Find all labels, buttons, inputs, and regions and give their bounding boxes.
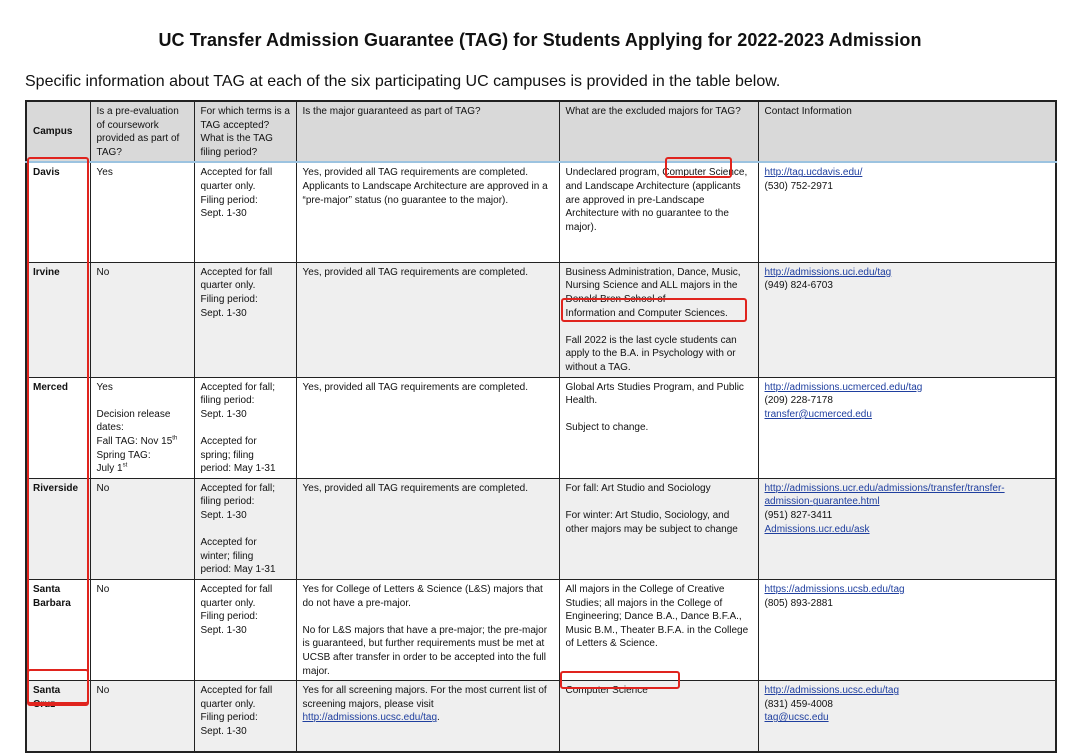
preeval-irvine: No: [90, 262, 194, 377]
preeval-santa-cruz: No: [90, 681, 194, 752]
contact-phone-santa-barbara: (805) 893-2881: [764, 597, 833, 609]
major-santa-barbara: Yes for College of Letters & Science (L&S) majors that do not have a pre-major. No for L&S majors that have a pre-major; the pre-major is guaranteed, but further requirements must be met at UCSB after transfer in order to be accepted into the full major.: [296, 579, 559, 680]
campus-santa-barbara: Santa Barbara: [26, 579, 90, 680]
intro-text: Specific information about TAG at each of the six participating UC campuses is provided in the table below.: [25, 73, 781, 90]
contact-link-santa-barbara[interactable]: https://admissions.ucsb.edu/tag: [764, 583, 905, 595]
contact-phone-davis: (530) 752-2971: [764, 180, 833, 192]
tag-table: [25, 100, 1057, 753]
major-riverside: Yes, provided all TAG requirements are completed.: [296, 478, 559, 579]
major-link-santa-cruz[interactable]: http://admissions.ucsc.edu/tag: [302, 712, 438, 724]
preeval-santa-barbara: No: [90, 579, 194, 680]
terms-davis: Accepted for fall quarter only. Filing period: Sept. 1-30: [194, 162, 296, 262]
major-santa-cruz: Yes for all screening majors. For the most current list of screening majors, please visit http://admissions.ucsc.edu/tag.: [296, 681, 559, 752]
campus-irvine: Irvine: [26, 262, 90, 377]
excluded-merced: Global Arts Studies Program, and Public Health. Subject to change.: [559, 377, 758, 478]
header-campus: Campus: [26, 101, 90, 162]
contact-link-davis[interactable]: http://tag.ucdavis.edu/: [764, 167, 863, 179]
table-row-davis: [26, 162, 1056, 262]
header-excluded: What are the excluded majors for TAG?: [559, 101, 758, 162]
excluded-riverside: For fall: Art Studio and Sociology For winter: Art Studio, Sociology, and other majors may be subject to change: [559, 478, 758, 579]
contact-santa-barbara: [758, 579, 1056, 680]
contact-email-merced[interactable]: transfer@ucmerced.edu: [764, 408, 872, 420]
contact-link-irvine[interactable]: http://admissions.uci.edu/tag: [764, 266, 892, 278]
table-row-santa-barbara: [26, 579, 1056, 680]
terms-merced: Accepted for fall; filing period: Sept. 1-30 Accepted for spring; filing period: May 1-31: [194, 377, 296, 478]
header-terms: For which terms is a TAG accepted? What is the TAG filing period?: [194, 101, 296, 162]
contact-link-merced[interactable]: http://admissions.ucmerced.edu/tag: [764, 381, 923, 393]
contact-davis: [758, 162, 1056, 262]
contact-phone-santa-cruz: (831) 459-4008: [764, 698, 833, 710]
excluded-santa-cruz: Computer Science: [559, 681, 758, 752]
contact-riverside: [758, 478, 1056, 579]
table-row-riverside: [26, 478, 1056, 579]
table-row-santa-cruz: [26, 681, 1056, 752]
campus-davis: Davis: [26, 162, 90, 262]
contact-irvine: [758, 262, 1056, 377]
terms-santa-barbara: Accepted for fall quarter only. Filing period: Sept. 1-30: [194, 579, 296, 680]
contact-phone-riverside: (951) 827-3411: [764, 509, 833, 521]
excluded-davis: Undeclared program, Computer Science, and Landscape Architecture (applicants are approved in pre-Landscape Architecture with no guarantee to the major).: [559, 162, 758, 262]
terms-santa-cruz: Accepted for fall quarter only. Filing period: Sept. 1-30: [194, 681, 296, 752]
preeval-riverside: No: [90, 478, 194, 579]
campus-merced: Merced: [26, 377, 90, 478]
major-irvine: Yes, provided all TAG requirements are completed.: [296, 262, 559, 377]
contact-link-riverside[interactable]: http://admissions.ucr.edu/admissions/transfer/transfer-admission-guarantee.html: [764, 482, 1005, 508]
table-row-merced: [26, 377, 1056, 478]
terms-irvine: Accepted for fall quarter only. Filing period: Sept. 1-30: [194, 262, 296, 377]
header-preeval: Is a pre-evaluation of coursework provided as part of TAG?: [90, 101, 194, 162]
terms-riverside: Accepted for fall; filing period: Sept. 1-30 Accepted for winter; filing period: May 1-31: [194, 478, 296, 579]
contact-merced: [758, 377, 1056, 478]
major-merced: Yes, provided all TAG requirements are completed.: [296, 377, 559, 478]
table-row-irvine: [26, 262, 1056, 377]
preeval-merced: Yes Decision release dates: Fall TAG: Nov 15th Spring TAG: July 1st: [90, 377, 194, 478]
contact-link-santa-cruz[interactable]: http://admissions.ucsc.edu/tag: [764, 685, 900, 697]
major-davis: Yes, provided all TAG requirements are completed. Applicants to Landscape Architecture are approved in a “pre-major” status (no guarantee to the major).: [296, 162, 559, 262]
header-major: Is the major guaranteed as part of TAG?: [296, 101, 559, 162]
excluded-irvine: Business Administration, Dance, Music, Nursing Science and ALL majors in the Donald Bren School of Information and Computer Sciences. Fall 2022 is the last cycle students can apply to the B.A. in Psychology with or without a TAG.: [559, 262, 758, 377]
page-title: UC Transfer Admission Guarantee (TAG) for Students Applying for 2022-2023 Admission: [158, 30, 922, 50]
campus-riverside: Riverside: [26, 478, 90, 579]
contact-link2-riverside[interactable]: Admissions.ucr.edu/ask: [764, 523, 870, 535]
contact-email-santa-cruz[interactable]: tag@ucsc.edu: [764, 712, 829, 724]
excluded-santa-barbara: All majors in the College of Creative Studies; all majors in the College of Engineering; Dance B.A., Dance B.F.A., Music B.M., Theater B.F.A. in the College of Letters & Science.: [559, 579, 758, 680]
header-contact: Contact Information: [758, 101, 1056, 162]
preeval-davis: Yes: [90, 162, 194, 262]
contact-phone-merced: (209) 228-7178: [764, 395, 833, 407]
contact-phone-irvine: (949) 824-6703: [764, 280, 833, 292]
table-header-row: [26, 101, 1056, 162]
contact-santa-cruz: [758, 681, 1056, 752]
campus-santa-cruz: Santa Cruz: [26, 681, 90, 752]
